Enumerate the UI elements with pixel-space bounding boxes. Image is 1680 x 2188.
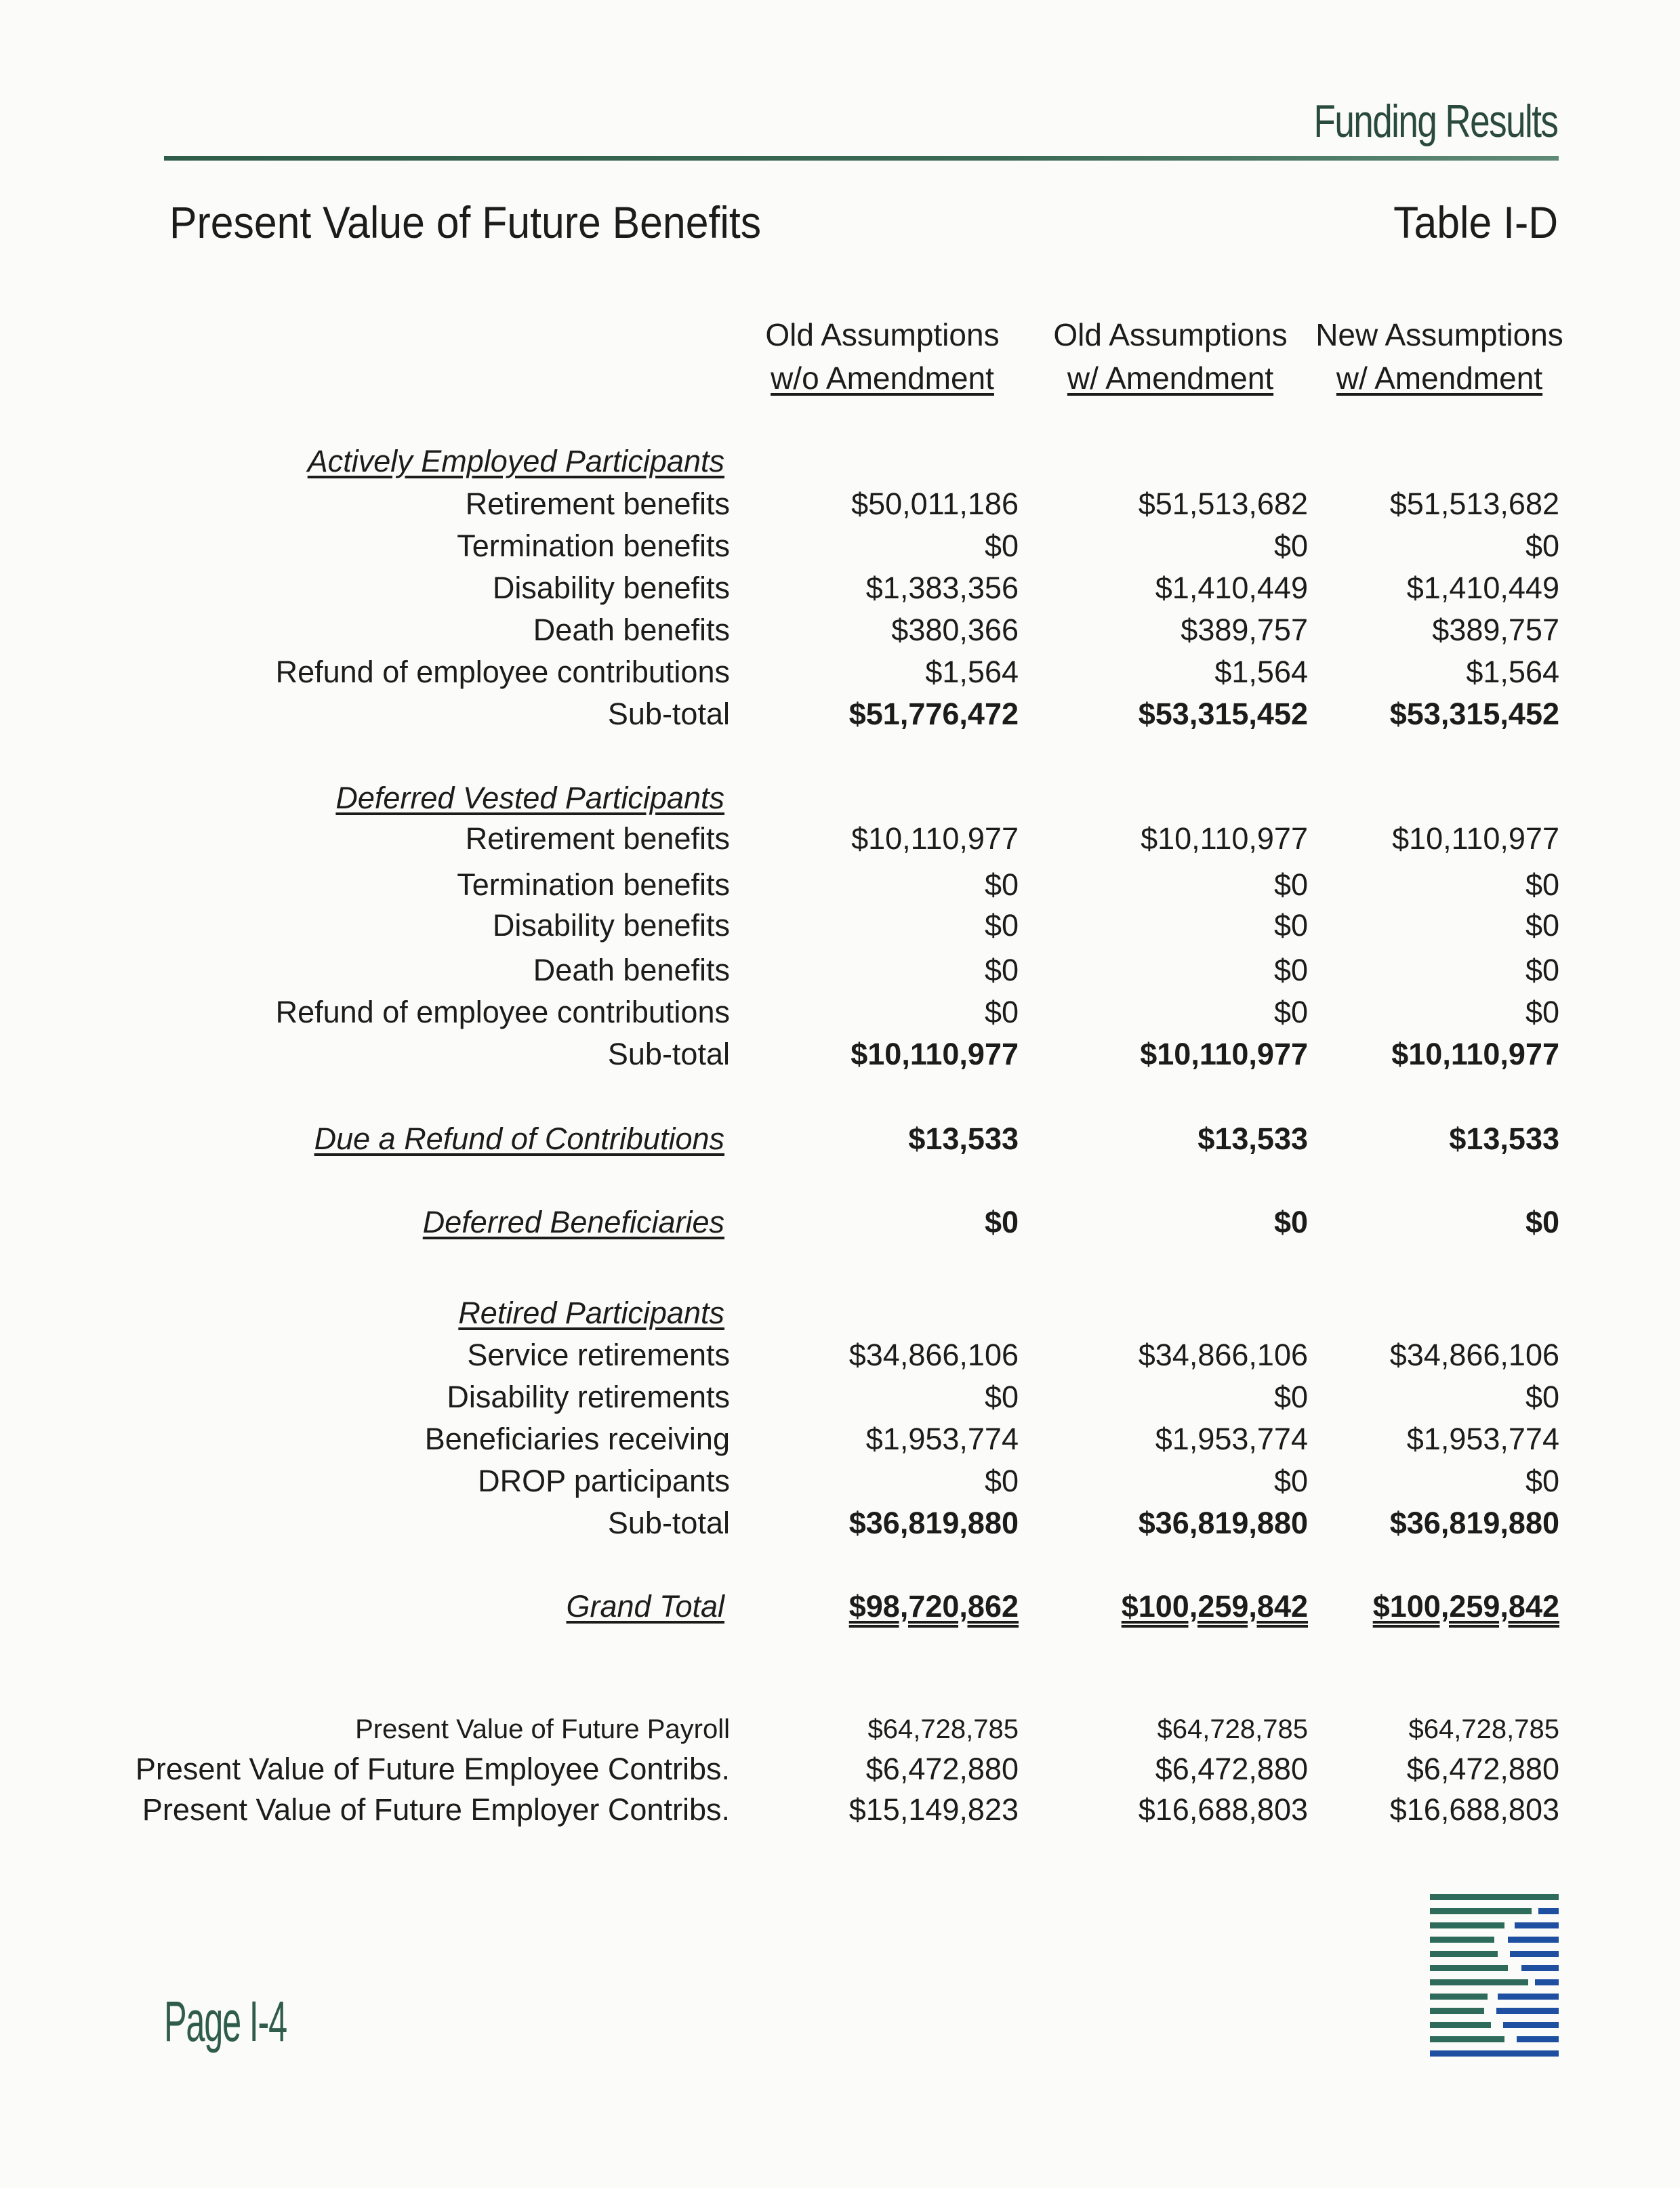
- cell-value: $0: [1525, 953, 1559, 987]
- grand-total-value: [747, 1589, 1019, 1624]
- cell-value: $10,110,977: [851, 821, 1019, 856]
- section-title-retired: Retired Participants: [458, 1296, 724, 1330]
- column-header-line1: Old Assumptions: [765, 317, 1000, 352]
- cell-value: $1,410,449: [1406, 571, 1559, 605]
- subtotal-value: $10,110,977: [1140, 1037, 1308, 1071]
- row-label: Refund of employee contributions: [275, 995, 730, 1029]
- row-label: Refund of employee contributions: [275, 655, 730, 689]
- grand-total-value: [1288, 1589, 1559, 1624]
- cell-value: $0: [1525, 529, 1559, 563]
- cell-value: $0: [984, 953, 1019, 987]
- subtotal-value: $51,776,472: [848, 697, 1019, 731]
- subtotal-label: Sub-total: [607, 697, 730, 731]
- cell-value: $0: [1273, 1464, 1308, 1498]
- cell-value: $1,953,774: [865, 1422, 1019, 1456]
- future-value: $64,728,785: [1408, 1714, 1559, 1744]
- section-title-deferred: Deferred Vested Participants: [335, 781, 724, 815]
- cell-value: $34,866,106: [1389, 1338, 1559, 1372]
- cell-value: $389,757: [1432, 613, 1559, 647]
- cell-value: $0: [984, 1464, 1019, 1498]
- company-logo: [1430, 1894, 1559, 2057]
- cell-value: $13,533: [1197, 1121, 1308, 1156]
- cell-value: $50,011,186: [851, 487, 1019, 521]
- cell-value: $10,110,977: [1392, 821, 1559, 856]
- cell-value: $1,564: [925, 655, 1019, 689]
- cell-value: $0: [1273, 1380, 1308, 1414]
- subtotal-value: $53,315,452: [1389, 697, 1559, 731]
- cell-value: $0: [1525, 995, 1559, 1029]
- future-value: $6,472,880: [865, 1752, 1019, 1786]
- cell-value: $0: [984, 995, 1019, 1029]
- future-value: $6,472,880: [1155, 1752, 1308, 1786]
- row-label: DROP participants: [478, 1464, 730, 1498]
- subtotal-value: $10,110,977: [851, 1037, 1019, 1071]
- cell-value: $1,564: [1214, 655, 1308, 689]
- cell-value: $13,533: [1449, 1121, 1559, 1156]
- cell-value: $51,513,682: [1138, 487, 1308, 521]
- cell-value: $0: [984, 867, 1019, 902]
- cell-value: $0: [984, 529, 1019, 563]
- cell-value: $34,866,106: [848, 1338, 1019, 1372]
- logo-stripes: [1430, 1894, 1559, 2057]
- cell-value: $0: [1273, 908, 1308, 943]
- row-label: Service retirements: [467, 1338, 730, 1372]
- grand-total-amount: $100,259,842: [1372, 1589, 1559, 1624]
- future-value: $64,728,785: [1157, 1714, 1308, 1744]
- cell-value: $10,110,977: [1141, 821, 1308, 856]
- grand-total-amount: $100,259,842: [1121, 1589, 1308, 1624]
- cell-value: $0: [1273, 953, 1308, 987]
- column-header-line2: w/ Amendment: [1336, 360, 1543, 396]
- cell-value: $13,533: [908, 1121, 1019, 1156]
- future-value: $64,728,785: [867, 1714, 1019, 1744]
- cell-value: $1,953,774: [1155, 1422, 1308, 1456]
- cell-value: $0: [984, 908, 1019, 943]
- cell-value: $1,564: [1466, 655, 1559, 689]
- cell-value: $1,410,449: [1155, 571, 1308, 605]
- cell-value: $1,953,774: [1406, 1422, 1559, 1456]
- grand-total-label: Grand Total: [566, 1589, 724, 1624]
- future-value: $16,688,803: [1389, 1792, 1559, 1827]
- section-title-beneficiaries: Deferred Beneficiaries: [422, 1205, 724, 1239]
- column-header-line1: Old Assumptions: [1053, 317, 1288, 352]
- cell-value: $1,383,356: [865, 571, 1019, 605]
- future-value: $15,149,823: [848, 1792, 1019, 1827]
- section-title-refund: Due a Refund of Contributions: [314, 1121, 724, 1156]
- column-header-3: [1297, 313, 1582, 400]
- cell-value: $0: [1273, 529, 1308, 563]
- subtotal-value: $36,819,880: [848, 1506, 1019, 1540]
- cell-value: $0: [1525, 1380, 1559, 1414]
- section-title-active: Actively Employed Participants: [307, 444, 724, 478]
- row-label: Termination benefits: [457, 529, 730, 563]
- cell-value: $380,366: [891, 613, 1019, 647]
- page-number: Page I-4: [164, 1989, 287, 2053]
- future-value: $6,472,880: [1406, 1752, 1559, 1786]
- subtotal-value: $36,819,880: [1389, 1506, 1559, 1540]
- column-header-line2: w/ Amendment: [1067, 360, 1274, 396]
- subtotal-value: $10,110,977: [1391, 1037, 1559, 1071]
- future-label: Present Value of Future Employer Contribs.: [142, 1792, 730, 1827]
- cell-value: $0: [1273, 995, 1308, 1029]
- future-label: Present Value of Future Payroll: [355, 1714, 730, 1744]
- row-label: Death benefits: [533, 953, 730, 987]
- column-header-1: [740, 313, 1025, 400]
- row-label: Disability benefits: [492, 908, 730, 943]
- cell-value: $0: [1273, 1205, 1308, 1239]
- page-title: Present Value of Future Benefits: [169, 197, 762, 247]
- cell-value: $0: [1525, 1205, 1559, 1239]
- cell-value: $0: [984, 1380, 1019, 1414]
- cell-value: $0: [1525, 867, 1559, 902]
- row-label: Beneficiaries receiving: [424, 1422, 730, 1456]
- row-label: Disability benefits: [492, 571, 730, 605]
- row-label: Disability retirements: [447, 1380, 730, 1414]
- cell-value: $34,866,106: [1138, 1338, 1308, 1372]
- section-header: Funding Results: [1313, 96, 1557, 147]
- cell-value: $0: [1525, 908, 1559, 943]
- row-label: Termination benefits: [457, 867, 730, 902]
- cell-value: $51,513,682: [1389, 487, 1559, 521]
- row-label: Death benefits: [533, 613, 730, 647]
- cell-value: $0: [1273, 867, 1308, 902]
- column-header-2: [1028, 313, 1313, 400]
- column-header-line1: New Assumptions: [1315, 317, 1563, 352]
- column-header-line2: w/o Amendment: [771, 360, 994, 396]
- subtotal-label: Sub-total: [607, 1506, 730, 1540]
- future-value: $16,688,803: [1138, 1792, 1308, 1827]
- header-rule: [164, 156, 1559, 161]
- cell-value: $0: [984, 1205, 1019, 1239]
- subtotal-value: $53,315,452: [1138, 697, 1308, 731]
- grand-total-amount: $98,720,862: [848, 1589, 1019, 1624]
- row-label: Retirement benefits: [465, 487, 730, 521]
- table-id: Table I-D: [1393, 197, 1558, 247]
- cell-value: $0: [1525, 1464, 1559, 1498]
- grand-total-value: [1037, 1589, 1308, 1624]
- row-label: Retirement benefits: [465, 821, 730, 856]
- subtotal-value: $36,819,880: [1138, 1506, 1308, 1540]
- cell-value: $389,757: [1181, 613, 1308, 647]
- subtotal-label: Sub-total: [607, 1037, 730, 1071]
- future-label: Present Value of Future Employee Contribs.: [135, 1752, 730, 1786]
